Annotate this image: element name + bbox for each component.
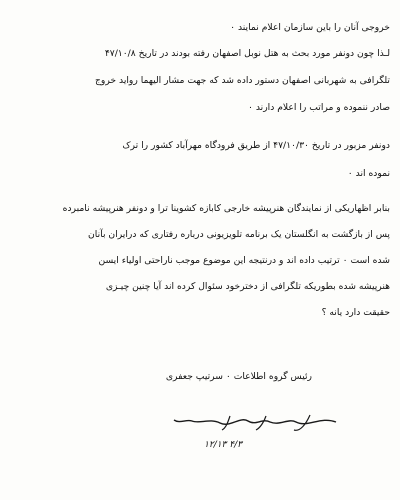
signature-title: رئیس گروه اطلاعات ۰ سرتیپ جعفری bbox=[165, 371, 312, 382]
text-line-10: هنرپیشه شده بطوریکه تلگرافی از دخترخود سئوال کرده اند آیا چنین چیـزی bbox=[105, 281, 390, 292]
text-line-1: خروجی آنان را باین سازمان اعلام نمایند ۰ bbox=[230, 22, 390, 33]
signature-scribble bbox=[170, 412, 340, 452]
text-line-6: نموده اند ۰ bbox=[347, 168, 390, 179]
text-line-4: صادر ننموده و مراتب را اعلام دارند ۰ bbox=[247, 102, 390, 113]
text-line-7: بنابر اظهاریکی از نمایندگان هنرپیشه خارجی کابازه کشوینا ترا و دونفر هنرپیشه نامبرده bbox=[62, 203, 390, 214]
handwritten-signature bbox=[170, 412, 340, 472]
text-line-2: لـذا چون دونفر مورد بحث به هتل نوبل اصفهان رفته بودند در تاریخ ۴۷/۱۰/۸ bbox=[104, 48, 390, 59]
text-line-9: شده است ۰ ترتیب داده اند و درنتیجه این موضوع موجب ناراحتی اولیاء ایسن bbox=[98, 255, 390, 266]
signature-reference: ۴/۳ ۱۲/۱۳ bbox=[204, 440, 242, 450]
text-line-3: تلگرافی به شهربانی اصفهان دستور داده شد که جهت مشار الیهما رواید خروج bbox=[94, 75, 390, 86]
text-line-11: حقیقت دارد یانه ؟ bbox=[321, 307, 390, 318]
text-line-5: دونفر مزبور در تاریخ ۴۷/۱۰/۳۰ از طریق فرودگاه مهرآباد کشور را ترک bbox=[122, 140, 390, 151]
text-line-8: پس از بازگشت به انگلستان یک برنامه تلویزیونی درباره رفتاری که درایران بآنان bbox=[88, 229, 390, 240]
